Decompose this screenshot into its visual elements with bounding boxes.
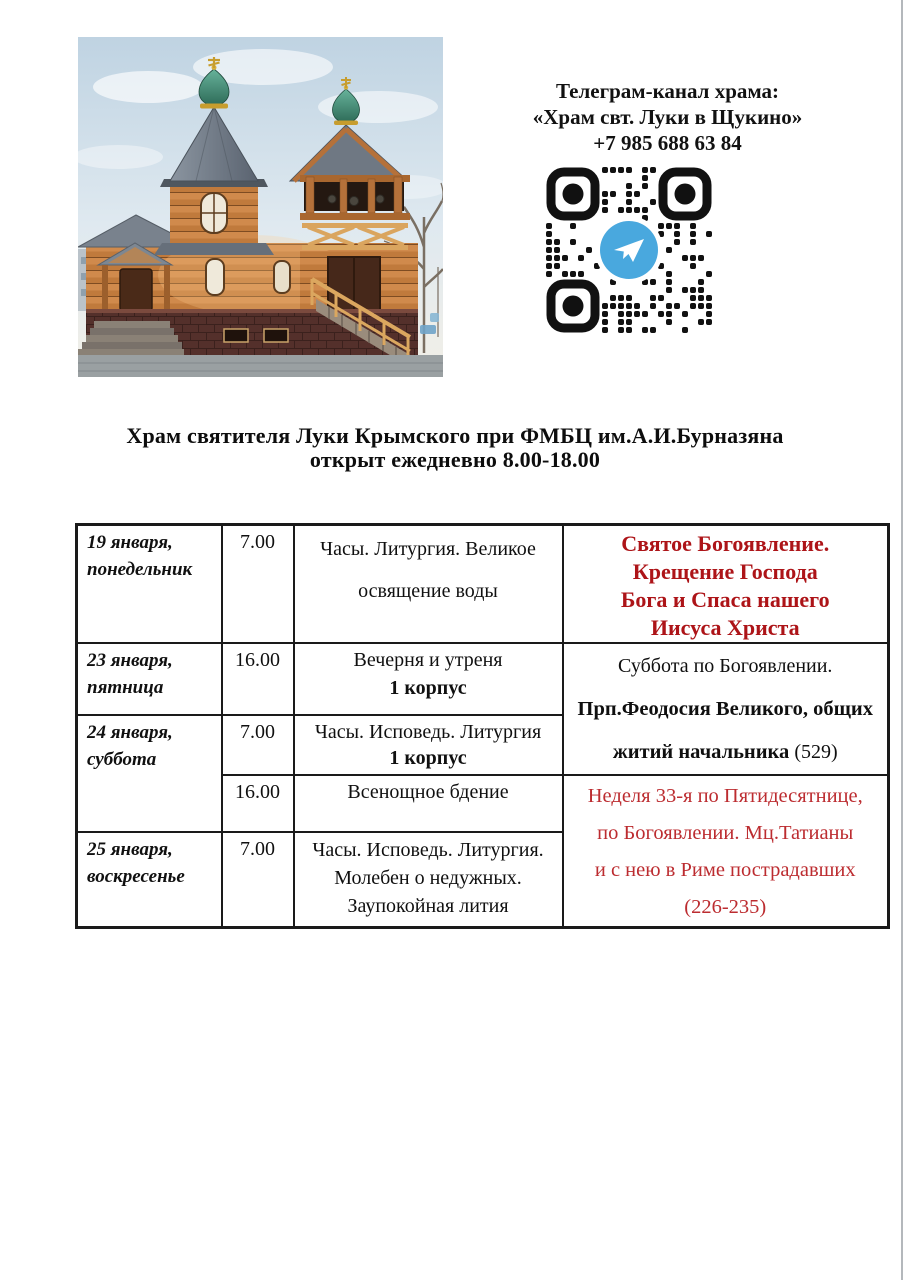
time-cell: 16.00 bbox=[222, 775, 294, 832]
church-illustration bbox=[78, 37, 443, 377]
holiday-cell-tatiana: Неделя 33-я по Пятидесятнице, по Богоявлении. Мц.Татианы и с нею в Риме пострадавших (226-235) bbox=[563, 775, 889, 928]
contact-line-2: «Храм свт. Луки в Щукино» bbox=[532, 105, 803, 129]
page-title bbox=[40, 424, 870, 472]
date-cell-23-jan: 23 января, пятница bbox=[77, 643, 222, 715]
date-cell-19-jan: 19 января, понедельник bbox=[77, 525, 222, 644]
qr-code-svg bbox=[545, 166, 713, 334]
schedule-table bbox=[75, 523, 890, 929]
time-cell: 7.00 bbox=[222, 525, 294, 644]
table-row bbox=[77, 525, 889, 644]
time-cell: 7.00 bbox=[222, 832, 294, 928]
table-row bbox=[77, 643, 889, 715]
qr-code bbox=[545, 166, 713, 334]
time-cell: 16.00 bbox=[222, 643, 294, 715]
service-cell: Всенощное бдение bbox=[294, 775, 563, 832]
title-line-1: Храм святителя Луки Крымского при ФМБЦ им.А.И.Бурназяна bbox=[126, 423, 784, 448]
service-cell: Вечерня и утреня 1 корпус bbox=[294, 643, 563, 715]
telegram-contact-block bbox=[495, 78, 840, 156]
date-cell-25-jan: 25 января, воскресенье bbox=[77, 832, 222, 928]
contact-phone: +7 985 688 63 84 bbox=[593, 131, 742, 155]
holiday-cell-theodosius: Суббота по Богоявлении. Прп.Феодосия Великого, общих житий начальника (529) bbox=[563, 643, 889, 775]
contact-line-1: Телеграм-канал храма: bbox=[555, 79, 780, 103]
page-edge-line bbox=[901, 0, 903, 1280]
church-photo bbox=[78, 37, 443, 377]
service-cell: Часы. Литургия. Великое освящение воды bbox=[294, 525, 563, 644]
service-cell: Часы. Исповедь. Литургия 1 корпус bbox=[294, 715, 563, 775]
holiday-cell-epiphany: Святое Богоявление. Крещение Господа Бога и Спаса нашего Иисуса Христа bbox=[563, 525, 889, 644]
service-cell: Часы. Исповедь. Литургия. Молебен о недужных. Заупокойная лития bbox=[294, 832, 563, 928]
title-line-2: открыт ежедневно 8.00-18.00 bbox=[309, 447, 601, 472]
date-cell-24-jan: 24 января, суббота bbox=[77, 715, 222, 832]
time-cell: 7.00 bbox=[222, 715, 294, 775]
